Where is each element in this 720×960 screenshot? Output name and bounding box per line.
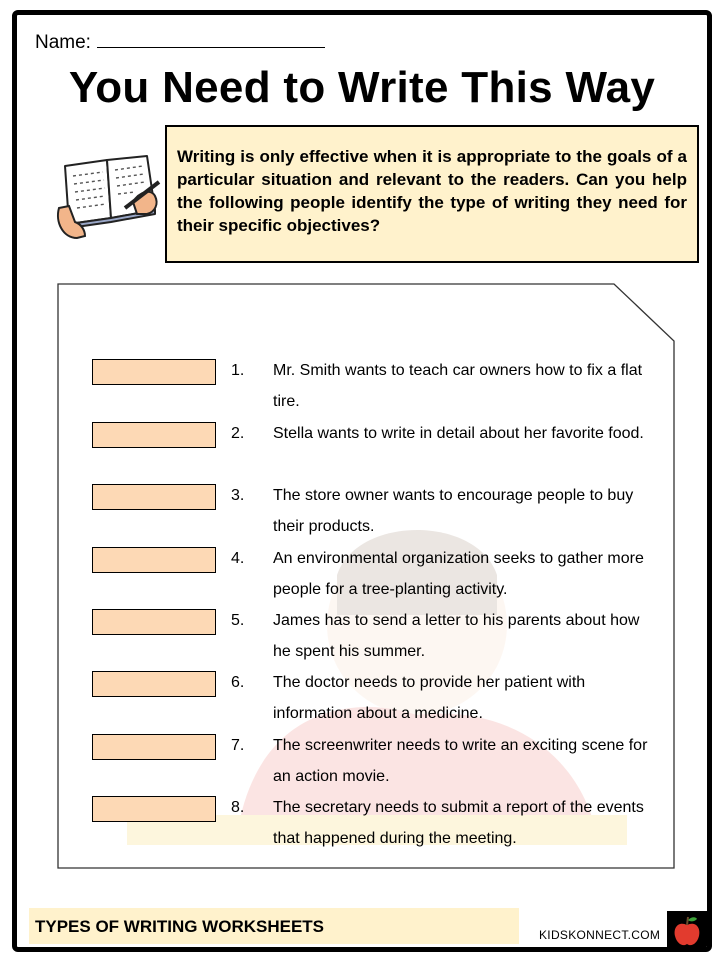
brand-text[interactable]: KIDSKONNECT.COM [539, 928, 661, 942]
worksheet-page [12, 10, 712, 952]
answer-box[interactable] [92, 734, 216, 760]
answer-box[interactable] [92, 671, 216, 697]
name-blank-line[interactable] [97, 33, 325, 48]
answer-box[interactable] [92, 796, 216, 822]
answer-box[interactable] [92, 609, 216, 635]
question-text: The store owner wants to encourage people to buy their products. [273, 487, 634, 535]
question-number: 4. [231, 550, 245, 567]
answer-box[interactable] [92, 422, 216, 448]
instructions-text: Writing is only effective when it is appropriate to the goals of a particular situation and relevant to the readers. Can you help the following people identify the type of writing they need for their specific objectives? [177, 147, 687, 235]
name-label: Name: [35, 32, 91, 53]
page-title: You Need to Write This Way [68, 63, 656, 112]
footer-title: TYPES OF WRITING WORKSHEETS [35, 917, 325, 936]
question-text: Stella wants to write in detail about her favorite food. [273, 425, 644, 442]
question-text: Mr. Smith wants to teach car owners how to fix a flat tire. [273, 362, 643, 410]
answer-box[interactable] [92, 484, 216, 510]
question-number: 2. [231, 425, 245, 442]
question-number: 3. [231, 487, 245, 504]
question-number: 8. [231, 799, 245, 816]
name-field[interactable] [35, 32, 325, 54]
question-number: 6. [231, 674, 245, 691]
instructions-box [165, 125, 699, 263]
question-text: The screenwriter needs to write an exciting scene for an action movie. [273, 737, 648, 785]
question-text: James has to send a letter to his parents about how he spent his summer. [273, 612, 640, 660]
apple-icon [667, 911, 707, 951]
question-text: The doctor needs to provide her patient with information about a medicine. [273, 674, 586, 722]
question-text: The secretary needs to submit a report of the events that happened during the meeting. [273, 799, 644, 847]
question-number: 5. [231, 612, 245, 629]
answer-box[interactable] [92, 547, 216, 573]
question-text: An environmental organization seeks to gather more people for a tree-planting activity. [273, 550, 644, 598]
questions-card [57, 283, 675, 869]
question-number: 1. [231, 362, 245, 379]
question-number: 7. [231, 737, 245, 754]
footer-banner [29, 908, 519, 944]
writing-in-book-icon [55, 152, 165, 248]
answer-box[interactable] [92, 359, 216, 385]
